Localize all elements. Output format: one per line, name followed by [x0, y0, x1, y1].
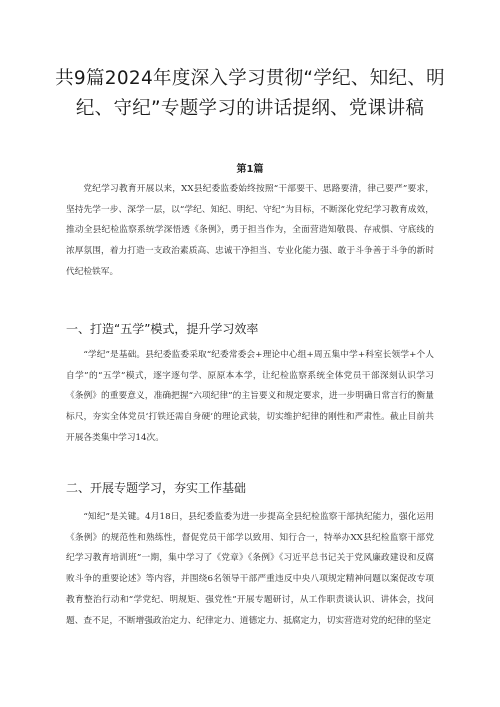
section-paragraph-2: “知纪”是关键。4月18日，县纪委监委为进一步提高全县纪检监察干部执纪能力，强化运用《条例》的规范性和熟练性，督促党员干部学以致用、知行合一，特举办XX县纪检监察干部党纪学习教育培训班”一期，集中学习了《党章》《条例》《习近平总书记关于党风廉政建设和反腐败斗争的重要论述》等内容，并围绕6名领导干部严重违反中央八项规定精神问题以案促改专项教育整治行动和“学党纪、明规矩、强党性”开展专题研讨，从工作职责谈认识、讲体会，找问题、查不足，不断增强政治定力、纪律定力、道德定力、抵腐定力，切实营造对党的纪律的坚定 [66, 512, 434, 626]
section-heading-1: 一、打造“五学”模式，提升学习效率 [66, 322, 259, 336]
document-title: 共9篇2024年度深入学习贯彻“学纪、知纪、明纪、守纪”专题学习的讲话提纲、党课讲稿 [55, 68, 445, 119]
section-paragraph-1: “学纪”是基础。县纪委监委采取“纪委常委会+理论中心组+周五集中学+科室长领学+个人自学”的“五学”模式，逐字逐句学、原原本本学，让纪检监察系统全体党员干部深刻认识学习《条例》的重要意义，准确把握“六项纪律”的主旨要义和规定要求，进一步明确日常言行的衡量标尺，夯实全体党员‘打铁还需自身硬’的理论武装，切实维护纪律的刚性和严肃性。截止目前共开展各类集中学习14次。 [66, 350, 434, 443]
intro-paragraph: 党纪学习教育开展以来，XX县纪委监委始终按照“干部要干、思路要清，律己要严”要求，坚持先学一步、深学一层，以“学纪、知纪、明纪、守纪”为目标，不断深化党纪学习教育成效，推动全县纪检监察系统学深悟透《条例》，勇于担当作为，全面营造知敬畏、存戒惧、守底线的浓厚氛围，着力打造一支政治素质高、忠诚干净担当、专业化能力强、敢于斗争善于斗争的新时代纪检铁军。 [66, 184, 434, 277]
section-heading-2: 二、开展专题学习，夯实工作基础 [66, 481, 247, 495]
section-number: 第1篇 [236, 164, 264, 175]
